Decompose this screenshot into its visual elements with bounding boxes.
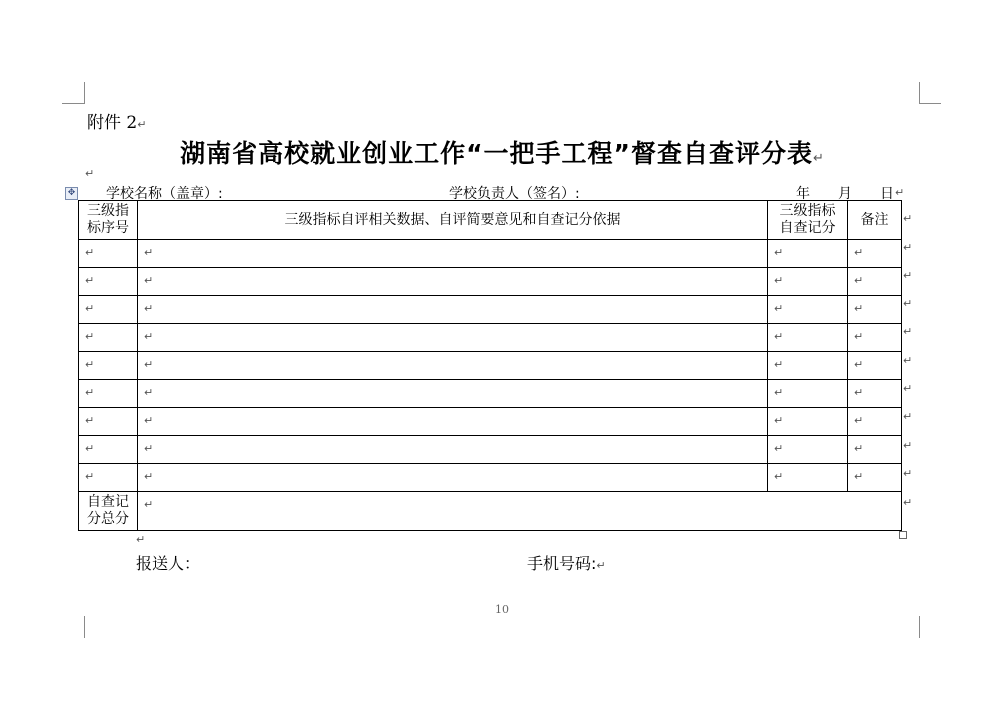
cell-basis[interactable]: ↵ [138, 380, 768, 408]
crop-mark-bottom-right-v [919, 616, 920, 638]
cell-score[interactable]: ↵ [768, 464, 848, 492]
cell-score[interactable]: ↵ [768, 268, 848, 296]
cell-remark[interactable]: ↵ [848, 268, 902, 296]
row-end-mark: ↵ [903, 439, 913, 452]
cell-score[interactable]: ↵ [768, 296, 848, 324]
cell-score[interactable]: ↵ [768, 240, 848, 268]
cell-index[interactable]: ↵ [79, 296, 138, 324]
month-label: 月 [838, 186, 852, 202]
row-end-mark: ↵ [903, 410, 913, 423]
cell-score[interactable]: ↵ [768, 408, 848, 436]
cell-score[interactable]: ↵ [768, 352, 848, 380]
row-end-mark: ↵ [903, 496, 913, 509]
total-score-row [79, 492, 902, 531]
table-row [79, 240, 902, 268]
table-row [79, 352, 902, 380]
header-basis: 三级指标自评相关数据、自评简要意见和自查记分依据 [138, 201, 768, 240]
year-label: 年 [796, 186, 810, 202]
reporter-label: 报送人： [136, 554, 201, 573]
table-row [79, 436, 902, 464]
cell-index[interactable]: ↵ [79, 268, 138, 296]
table-row [79, 324, 902, 352]
cell-score[interactable]: ↵ [768, 380, 848, 408]
header-index: 三级指 标序号 [79, 201, 138, 240]
cell-index[interactable]: ↵ [79, 436, 138, 464]
cell-remark[interactable]: ↵ [848, 408, 902, 436]
table-move-handle-icon[interactable]: ✥ [65, 187, 78, 200]
cell-basis[interactable]: ↵ [138, 408, 768, 436]
school-name-label: 学校名称（盖章）: [106, 186, 223, 202]
cell-index[interactable]: ↵ [79, 380, 138, 408]
table-resize-handle[interactable] [899, 531, 907, 539]
table-row [79, 464, 902, 492]
table-row [79, 268, 902, 296]
crop-mark-bottom-left-v [84, 616, 85, 638]
cell-remark[interactable]: ↵ [848, 380, 902, 408]
cell-remark[interactable]: ↵ [848, 240, 902, 268]
total-score-cell[interactable]: ↵ [138, 492, 902, 531]
cell-remark[interactable]: ↵ [848, 296, 902, 324]
row-end-mark: ↵ [903, 269, 913, 282]
cell-remark[interactable]: ↵ [848, 464, 902, 492]
cell-index[interactable]: ↵ [79, 408, 138, 436]
principal-label: 学校负责人（签名）: [449, 186, 580, 202]
document-title: 湖南省高校就业创业工作“一把手工程”督查自查评分表↵ [180, 139, 825, 168]
table-header-row [79, 201, 902, 240]
table-row [79, 296, 902, 324]
row-end-mark: ↵ [903, 354, 913, 367]
crop-mark-top-left-v [84, 82, 85, 104]
row-end-mark: ↵ [903, 382, 913, 395]
cell-index[interactable]: ↵ [79, 324, 138, 352]
cell-basis[interactable]: ↵ [138, 352, 768, 380]
table-row [79, 380, 902, 408]
paragraph-mark: ↵ [895, 186, 905, 199]
header-remark: 备注 [848, 201, 902, 240]
cell-basis[interactable]: ↵ [138, 464, 768, 492]
score-table [78, 200, 902, 531]
day-label: 日 [880, 186, 894, 202]
cell-basis[interactable]: ↵ [138, 268, 768, 296]
cell-basis[interactable]: ↵ [138, 240, 768, 268]
phone-label: 手机号码:↵ [527, 554, 606, 573]
page-number: 10 [495, 603, 509, 616]
cell-remark[interactable]: ↵ [848, 436, 902, 464]
cell-basis[interactable]: ↵ [138, 436, 768, 464]
row-end-mark: ↵ [903, 325, 913, 338]
cell-index[interactable]: ↵ [79, 464, 138, 492]
cell-remark[interactable]: ↵ [848, 324, 902, 352]
cell-basis[interactable]: ↵ [138, 296, 768, 324]
cell-score[interactable]: ↵ [768, 436, 848, 464]
cell-basis[interactable]: ↵ [138, 324, 768, 352]
row-end-mark: ↵ [903, 297, 913, 310]
paragraph-mark: ↵ [136, 533, 146, 546]
crop-mark-top-right-v [919, 82, 920, 104]
row-end-mark: ↵ [903, 241, 913, 254]
cell-remark[interactable]: ↵ [848, 352, 902, 380]
crop-mark-top-right-h [919, 103, 941, 104]
crop-mark-top-left-h [62, 103, 84, 104]
cell-score[interactable]: ↵ [768, 324, 848, 352]
row-end-mark: ↵ [903, 467, 913, 480]
table-row [79, 408, 902, 436]
cell-index[interactable]: ↵ [79, 240, 138, 268]
paragraph-mark: ↵ [85, 167, 95, 180]
header-score: 三级指标 自查记分 [768, 201, 848, 240]
total-score-label: 自查记 分总分 [79, 492, 138, 531]
attachment-label: 附件 2↵ [87, 113, 147, 133]
row-end-mark: ↵ [903, 212, 913, 225]
cell-index[interactable]: ↵ [79, 352, 138, 380]
